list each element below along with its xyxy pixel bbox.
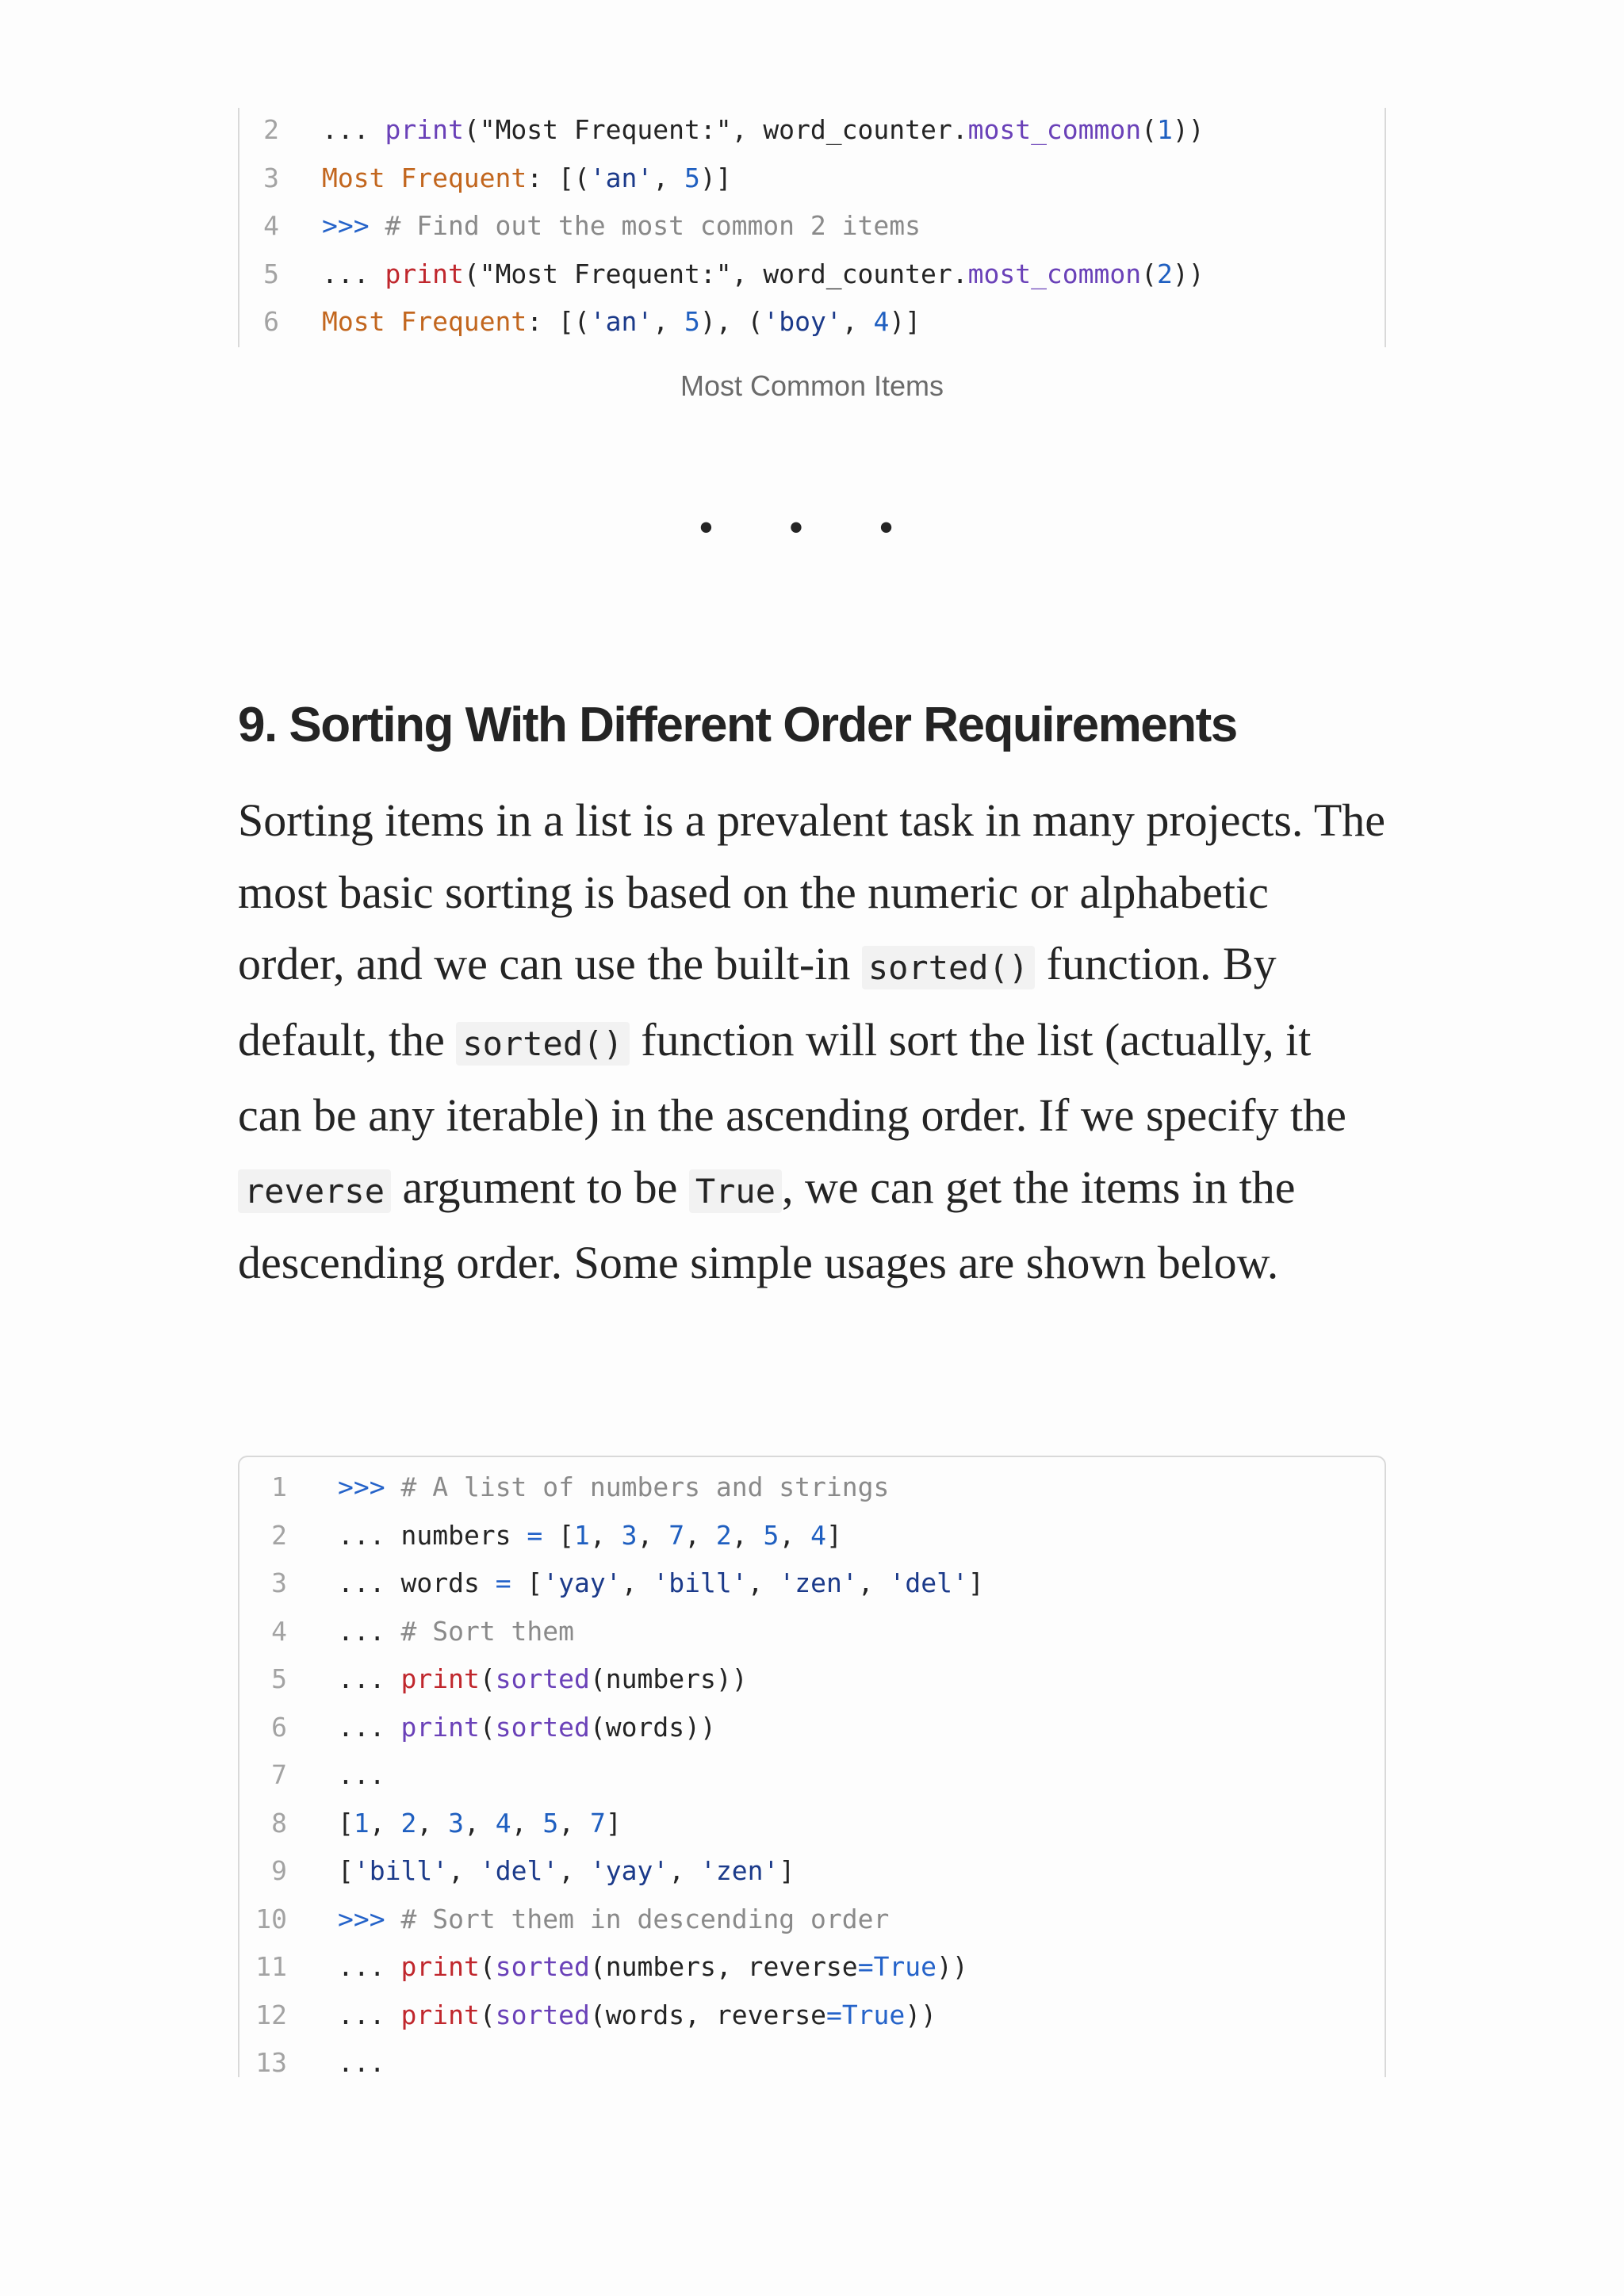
code-token: 4 bbox=[873, 306, 890, 337]
code-token: 3 bbox=[621, 1519, 638, 1551]
code-token: ] bbox=[779, 1855, 795, 1886]
code-token: ... bbox=[338, 1951, 401, 1982]
code-token: ( bbox=[479, 1711, 496, 1743]
code-token: [ bbox=[542, 1519, 575, 1551]
code-token: 5 bbox=[542, 1807, 559, 1839]
code-text bbox=[338, 1513, 842, 1558]
code-token: print bbox=[400, 1951, 480, 1982]
line-number: 5 bbox=[263, 258, 279, 289]
code-token: ( bbox=[479, 1951, 496, 1982]
code-text bbox=[338, 1657, 748, 1701]
code-token: 'yay' bbox=[589, 1855, 669, 1886]
code-token: ( bbox=[1141, 258, 1158, 289]
code-token: sorted bbox=[495, 1711, 590, 1743]
code-token: 'an' bbox=[589, 306, 653, 337]
code-token: 1 bbox=[1157, 114, 1173, 145]
code-text bbox=[338, 1705, 716, 1750]
code-text bbox=[322, 300, 921, 344]
code-token: 'zen' bbox=[779, 1567, 858, 1598]
code-token: )] bbox=[889, 306, 921, 337]
code-token: ... bbox=[322, 114, 385, 145]
code-token: ("Most Frequent:", word_counter. bbox=[463, 258, 968, 289]
code-token: )) bbox=[936, 1951, 968, 1982]
code-token: ... bbox=[338, 1759, 385, 1790]
code-token: ( bbox=[479, 1663, 496, 1694]
line-number: 8 bbox=[271, 1807, 287, 1839]
line-number: 7 bbox=[271, 1759, 287, 1790]
code-token: ] bbox=[967, 1567, 984, 1598]
code-token: print bbox=[400, 1663, 480, 1694]
code-token: 4 bbox=[495, 1807, 511, 1839]
section-separator: • • • bbox=[698, 503, 926, 553]
code-text bbox=[338, 1609, 574, 1654]
code-text bbox=[338, 1753, 385, 1797]
code-token: ), ( bbox=[699, 306, 764, 337]
code-token: , bbox=[684, 1519, 716, 1551]
code-token: ] bbox=[826, 1519, 842, 1551]
code-text bbox=[338, 1849, 795, 1893]
code-token: , bbox=[637, 1519, 669, 1551]
code-token: # A list of numbers and strings bbox=[400, 1471, 890, 1502]
inline-code-sorted: sorted() bbox=[456, 1022, 629, 1066]
code-text bbox=[322, 156, 732, 201]
code-token: True bbox=[841, 1999, 906, 2030]
paragraph-text: argument to be bbox=[391, 1161, 689, 1213]
code-text bbox=[322, 252, 1205, 297]
code-token: 5 bbox=[763, 1519, 779, 1551]
code-token: # Sort them bbox=[400, 1615, 575, 1647]
section-heading: 9. Sorting With Different Order Requirements bbox=[238, 698, 1237, 752]
code-token: 7 bbox=[668, 1519, 685, 1551]
code-token: , bbox=[841, 306, 874, 337]
code-token: (words, reverse bbox=[589, 1999, 826, 2030]
code-token: >>> bbox=[338, 1903, 401, 1934]
code-text bbox=[338, 1801, 622, 1846]
code-block-sorting bbox=[238, 1456, 1386, 2077]
line-number: 4 bbox=[263, 210, 279, 241]
code-token: , bbox=[653, 162, 684, 193]
code-block-most-common bbox=[238, 108, 1386, 347]
code-token: 'yay' bbox=[542, 1567, 622, 1598]
line-number: 4 bbox=[271, 1615, 287, 1647]
code-token: 'del' bbox=[479, 1855, 559, 1886]
code-token: print bbox=[385, 258, 464, 289]
code-token: , bbox=[621, 1567, 653, 1598]
code-token: (numbers)) bbox=[589, 1663, 748, 1694]
code-caption: Most Common Items bbox=[680, 369, 944, 402]
code-token: print bbox=[400, 1999, 480, 2030]
code-text bbox=[338, 1993, 936, 2038]
code-token: Most Frequent bbox=[322, 306, 527, 337]
code-token: , bbox=[511, 1807, 543, 1839]
line-number: 12 bbox=[255, 1999, 287, 2030]
code-text bbox=[338, 2041, 385, 2085]
code-token: # Sort them in descending order bbox=[400, 1903, 890, 1934]
line-number: 3 bbox=[263, 162, 279, 193]
code-token: 'zen' bbox=[700, 1855, 779, 1886]
code-token: , bbox=[416, 1807, 449, 1839]
code-token: 1 bbox=[574, 1519, 590, 1551]
code-token: , bbox=[558, 1855, 590, 1886]
line-number: 5 bbox=[271, 1663, 287, 1694]
code-token: : [( bbox=[527, 162, 590, 193]
code-token: >>> bbox=[338, 1471, 401, 1502]
line-number: 11 bbox=[255, 1951, 287, 1982]
code-token: 4 bbox=[810, 1519, 827, 1551]
code-token: 'del' bbox=[889, 1567, 968, 1598]
paragraph-text: function will sort the list (actually, it can be any iterable) in the ascending order. If we specify the bbox=[238, 1013, 1346, 1141]
code-token: , bbox=[731, 1519, 764, 1551]
code-token: = bbox=[495, 1567, 511, 1598]
inline-code-reverse: reverse bbox=[238, 1169, 391, 1213]
code-token: , bbox=[369, 1807, 401, 1839]
code-token: [ bbox=[338, 1855, 354, 1886]
code-token: , bbox=[558, 1807, 590, 1839]
code-text bbox=[338, 1897, 889, 1942]
code-token: Most Frequent bbox=[322, 162, 527, 193]
line-number: 9 bbox=[271, 1855, 287, 1886]
code-token: ... words bbox=[338, 1567, 496, 1598]
line-number: 2 bbox=[271, 1519, 287, 1551]
code-token: (numbers, reverse bbox=[589, 1951, 858, 1982]
code-token: 2 bbox=[715, 1519, 732, 1551]
code-token: = bbox=[825, 1999, 842, 2030]
code-token: # Find out the most common 2 items bbox=[385, 210, 921, 241]
code-token: ... bbox=[322, 258, 385, 289]
code-token: 5 bbox=[684, 162, 700, 193]
code-token: sorted bbox=[495, 1999, 590, 2030]
code-token: , bbox=[589, 1519, 622, 1551]
code-token: ... bbox=[338, 1615, 401, 1647]
code-token: sorted bbox=[495, 1951, 590, 1982]
code-token: ... bbox=[338, 1711, 401, 1743]
code-token: 7 bbox=[590, 1807, 606, 1839]
code-text bbox=[338, 1945, 968, 1989]
line-number: 10 bbox=[255, 1903, 287, 1934]
section-paragraph bbox=[238, 785, 1386, 1299]
code-token: most_common bbox=[967, 114, 1142, 145]
code-text bbox=[338, 1465, 889, 1510]
line-number: 1 bbox=[271, 1471, 287, 1502]
code-token: , bbox=[653, 306, 684, 337]
code-token: ("Most Frequent:", word_counter. bbox=[463, 114, 968, 145]
code-text bbox=[338, 1561, 984, 1605]
paragraph-text: function. By default, the bbox=[238, 938, 1277, 1066]
line-number: 6 bbox=[263, 306, 279, 337]
code-token: ( bbox=[479, 1999, 496, 2030]
code-token: , bbox=[464, 1807, 496, 1839]
code-token: ... numbers bbox=[338, 1519, 527, 1551]
paragraph-text: , we can get the items in the descending order. Some simple usages are shown below. bbox=[238, 1161, 1296, 1288]
code-token: print bbox=[400, 1711, 480, 1743]
code-token: sorted bbox=[495, 1663, 590, 1694]
code-token: 2 bbox=[1157, 258, 1173, 289]
code-token: True bbox=[873, 1951, 937, 1982]
code-token: most_common bbox=[967, 258, 1142, 289]
code-token: ... bbox=[338, 2047, 385, 2078]
code-token: , bbox=[747, 1567, 779, 1598]
code-token: 1 bbox=[353, 1807, 370, 1839]
inline-code-sorted: sorted() bbox=[862, 946, 1035, 989]
code-token: )) bbox=[1172, 114, 1205, 145]
code-token: ... bbox=[338, 1999, 401, 2030]
code-token: , bbox=[779, 1519, 811, 1551]
code-token: )) bbox=[905, 1999, 937, 2030]
code-text bbox=[322, 108, 1205, 152]
line-number: 13 bbox=[255, 2047, 287, 2078]
line-number: 6 bbox=[271, 1711, 287, 1743]
line-number: 3 bbox=[271, 1567, 287, 1598]
code-token: [ bbox=[511, 1567, 543, 1598]
code-token: = bbox=[857, 1951, 874, 1982]
code-token: , bbox=[857, 1567, 890, 1598]
code-token: 'an' bbox=[589, 162, 653, 193]
code-token: ... bbox=[338, 1663, 401, 1694]
code-token: 3 bbox=[448, 1807, 464, 1839]
code-token: ( bbox=[1141, 114, 1158, 145]
code-token: 'boy' bbox=[763, 306, 842, 337]
code-token: (words)) bbox=[589, 1711, 716, 1743]
code-token: = bbox=[527, 1519, 543, 1551]
code-token: ] bbox=[605, 1807, 622, 1839]
code-token: , bbox=[668, 1855, 701, 1886]
code-token: 'bill' bbox=[653, 1567, 748, 1598]
line-number: 2 bbox=[263, 114, 279, 145]
code-token: )) bbox=[1172, 258, 1205, 289]
code-token: [ bbox=[338, 1807, 354, 1839]
code-token: 2 bbox=[400, 1807, 417, 1839]
code-token: , bbox=[448, 1855, 480, 1886]
inline-code-true: True bbox=[689, 1169, 782, 1213]
code-token: 'bill' bbox=[353, 1855, 449, 1886]
code-token: print bbox=[385, 114, 464, 145]
code-token: 5 bbox=[684, 306, 700, 337]
paragraph-text: Sorting items in a list is a prevalent task in many projects. The most basic sorting is based on the numeric or alphabetic order, and we can use the built-in bbox=[238, 794, 1386, 989]
code-text bbox=[322, 204, 921, 248]
code-token: )] bbox=[699, 162, 732, 193]
code-token: >>> bbox=[322, 210, 385, 241]
code-token: : [( bbox=[527, 306, 590, 337]
